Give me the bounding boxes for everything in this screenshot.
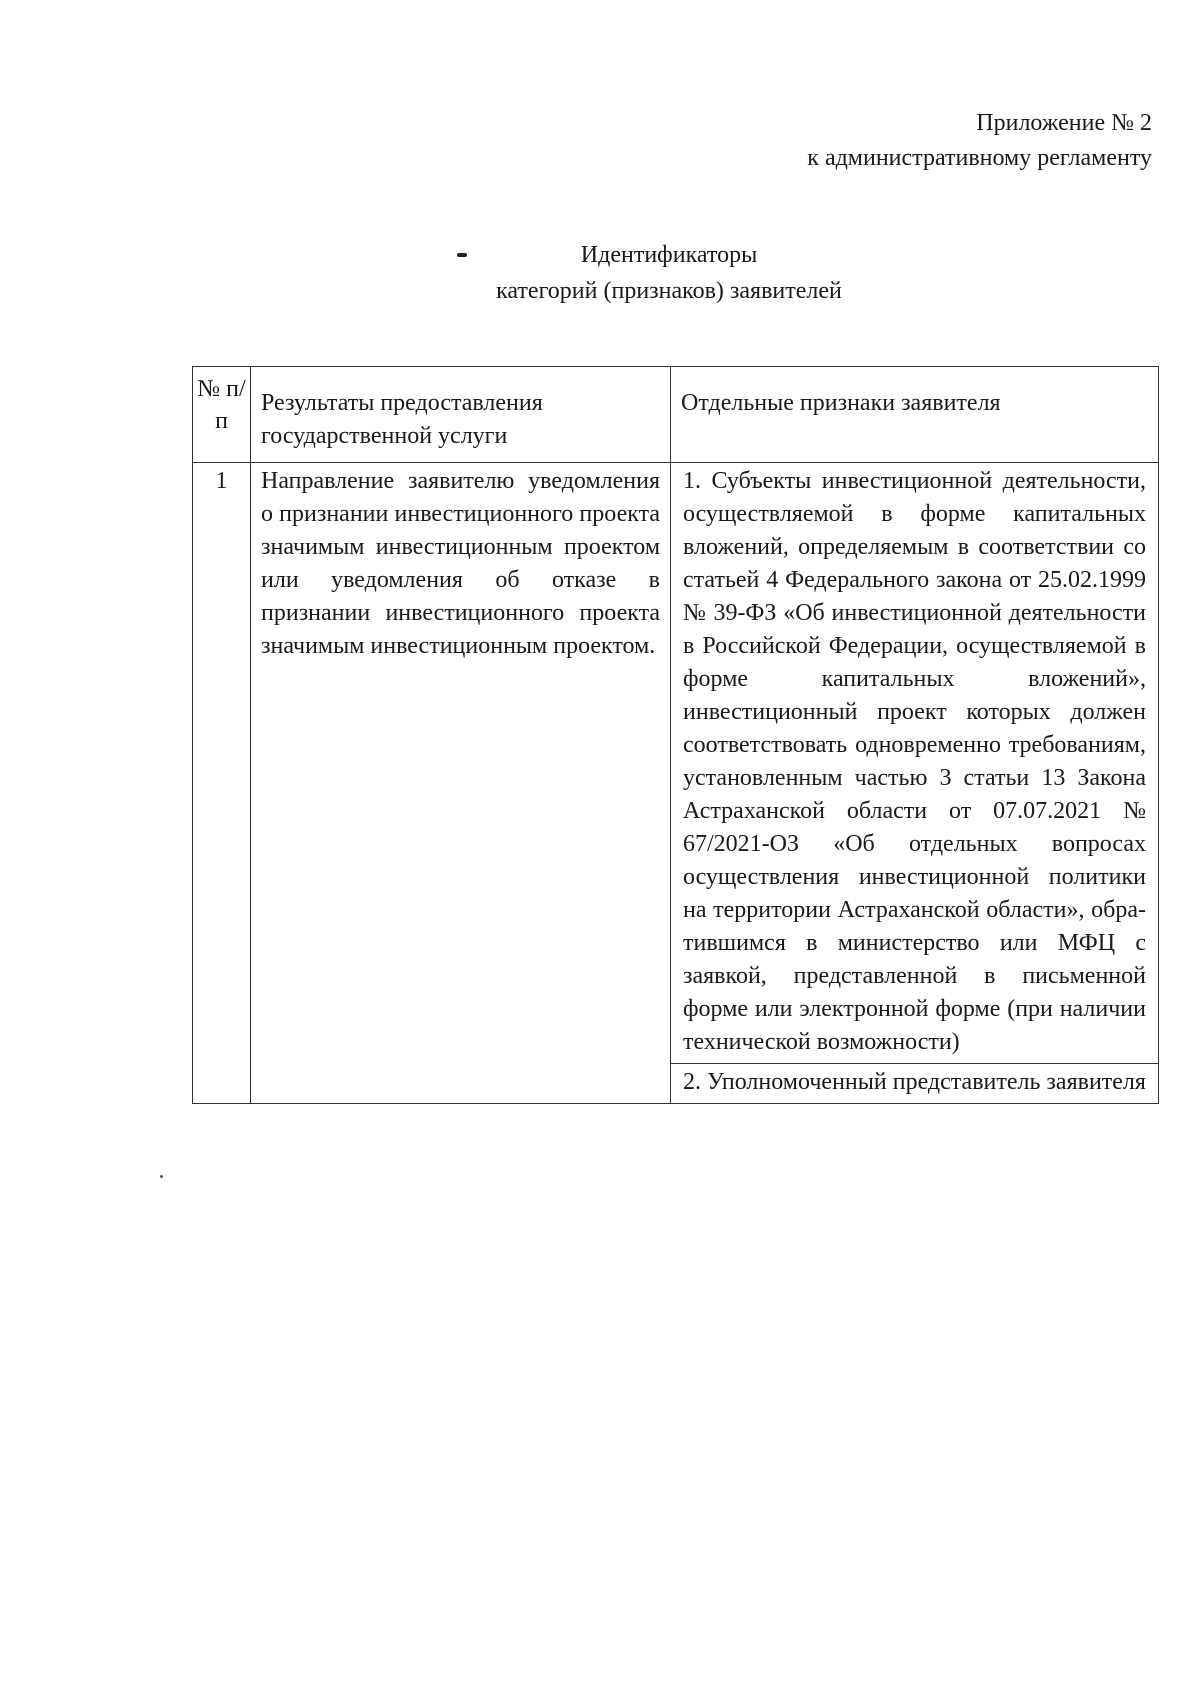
row-result: Направление заявителю уведомления о признании инвестиционного проекта значимым инвестиционным проектом или уведомления об отказе в признании инвестиционного проекта значимым инвестиционным проектом. bbox=[251, 463, 671, 1104]
header-result: Результаты предоставления государственной услуги bbox=[251, 367, 671, 463]
appendix-header bbox=[807, 106, 1152, 176]
table-row bbox=[193, 463, 1159, 1064]
scan-speck bbox=[160, 1175, 163, 1178]
header-signs: Отдельные признаки заявителя bbox=[671, 367, 1159, 463]
row-sign-2: 2. Уполномоченный представитель заявителя bbox=[671, 1064, 1159, 1104]
table-header-row bbox=[193, 367, 1159, 463]
header-number: № п/п bbox=[193, 367, 251, 463]
identifiers-table bbox=[192, 366, 1159, 1104]
row-sign-1: 1. Субъекты инвестиционной деятельности, осуществляемой в форме капитальных вложений, определяемым в соответствии со статьей 4 Федерального закона от 25.02.1999 № 39-ФЗ «Об инвестиционной деятельности в Российской Федерации, осуществляемой в форме капитальных вложений», инвестиционный проект которых должен соответствовать одновременно требованиям, установленным частью 3 статьи 13 Закона Астраханской области от 07.07.2021 № 67/2021-ОЗ «Об отдельных вопросах осуществления инвестиционной политики на территории Астраханской области», обратившимся в министерство или МФЦ с заявкой, представленной в письменной форме или электронной форме (при наличии технической возможности) bbox=[671, 463, 1159, 1064]
title-line-2: категорий (признаков) заявителей bbox=[496, 278, 842, 304]
title-line-1: Идентификаторы bbox=[580, 242, 758, 268]
scan-speck bbox=[457, 253, 467, 257]
appendix-number: Приложение № 2 bbox=[976, 110, 1152, 136]
document-title bbox=[0, 237, 1200, 309]
appendix-reference: к административному регламенту bbox=[807, 145, 1152, 171]
row-number: 1 bbox=[193, 463, 251, 1104]
